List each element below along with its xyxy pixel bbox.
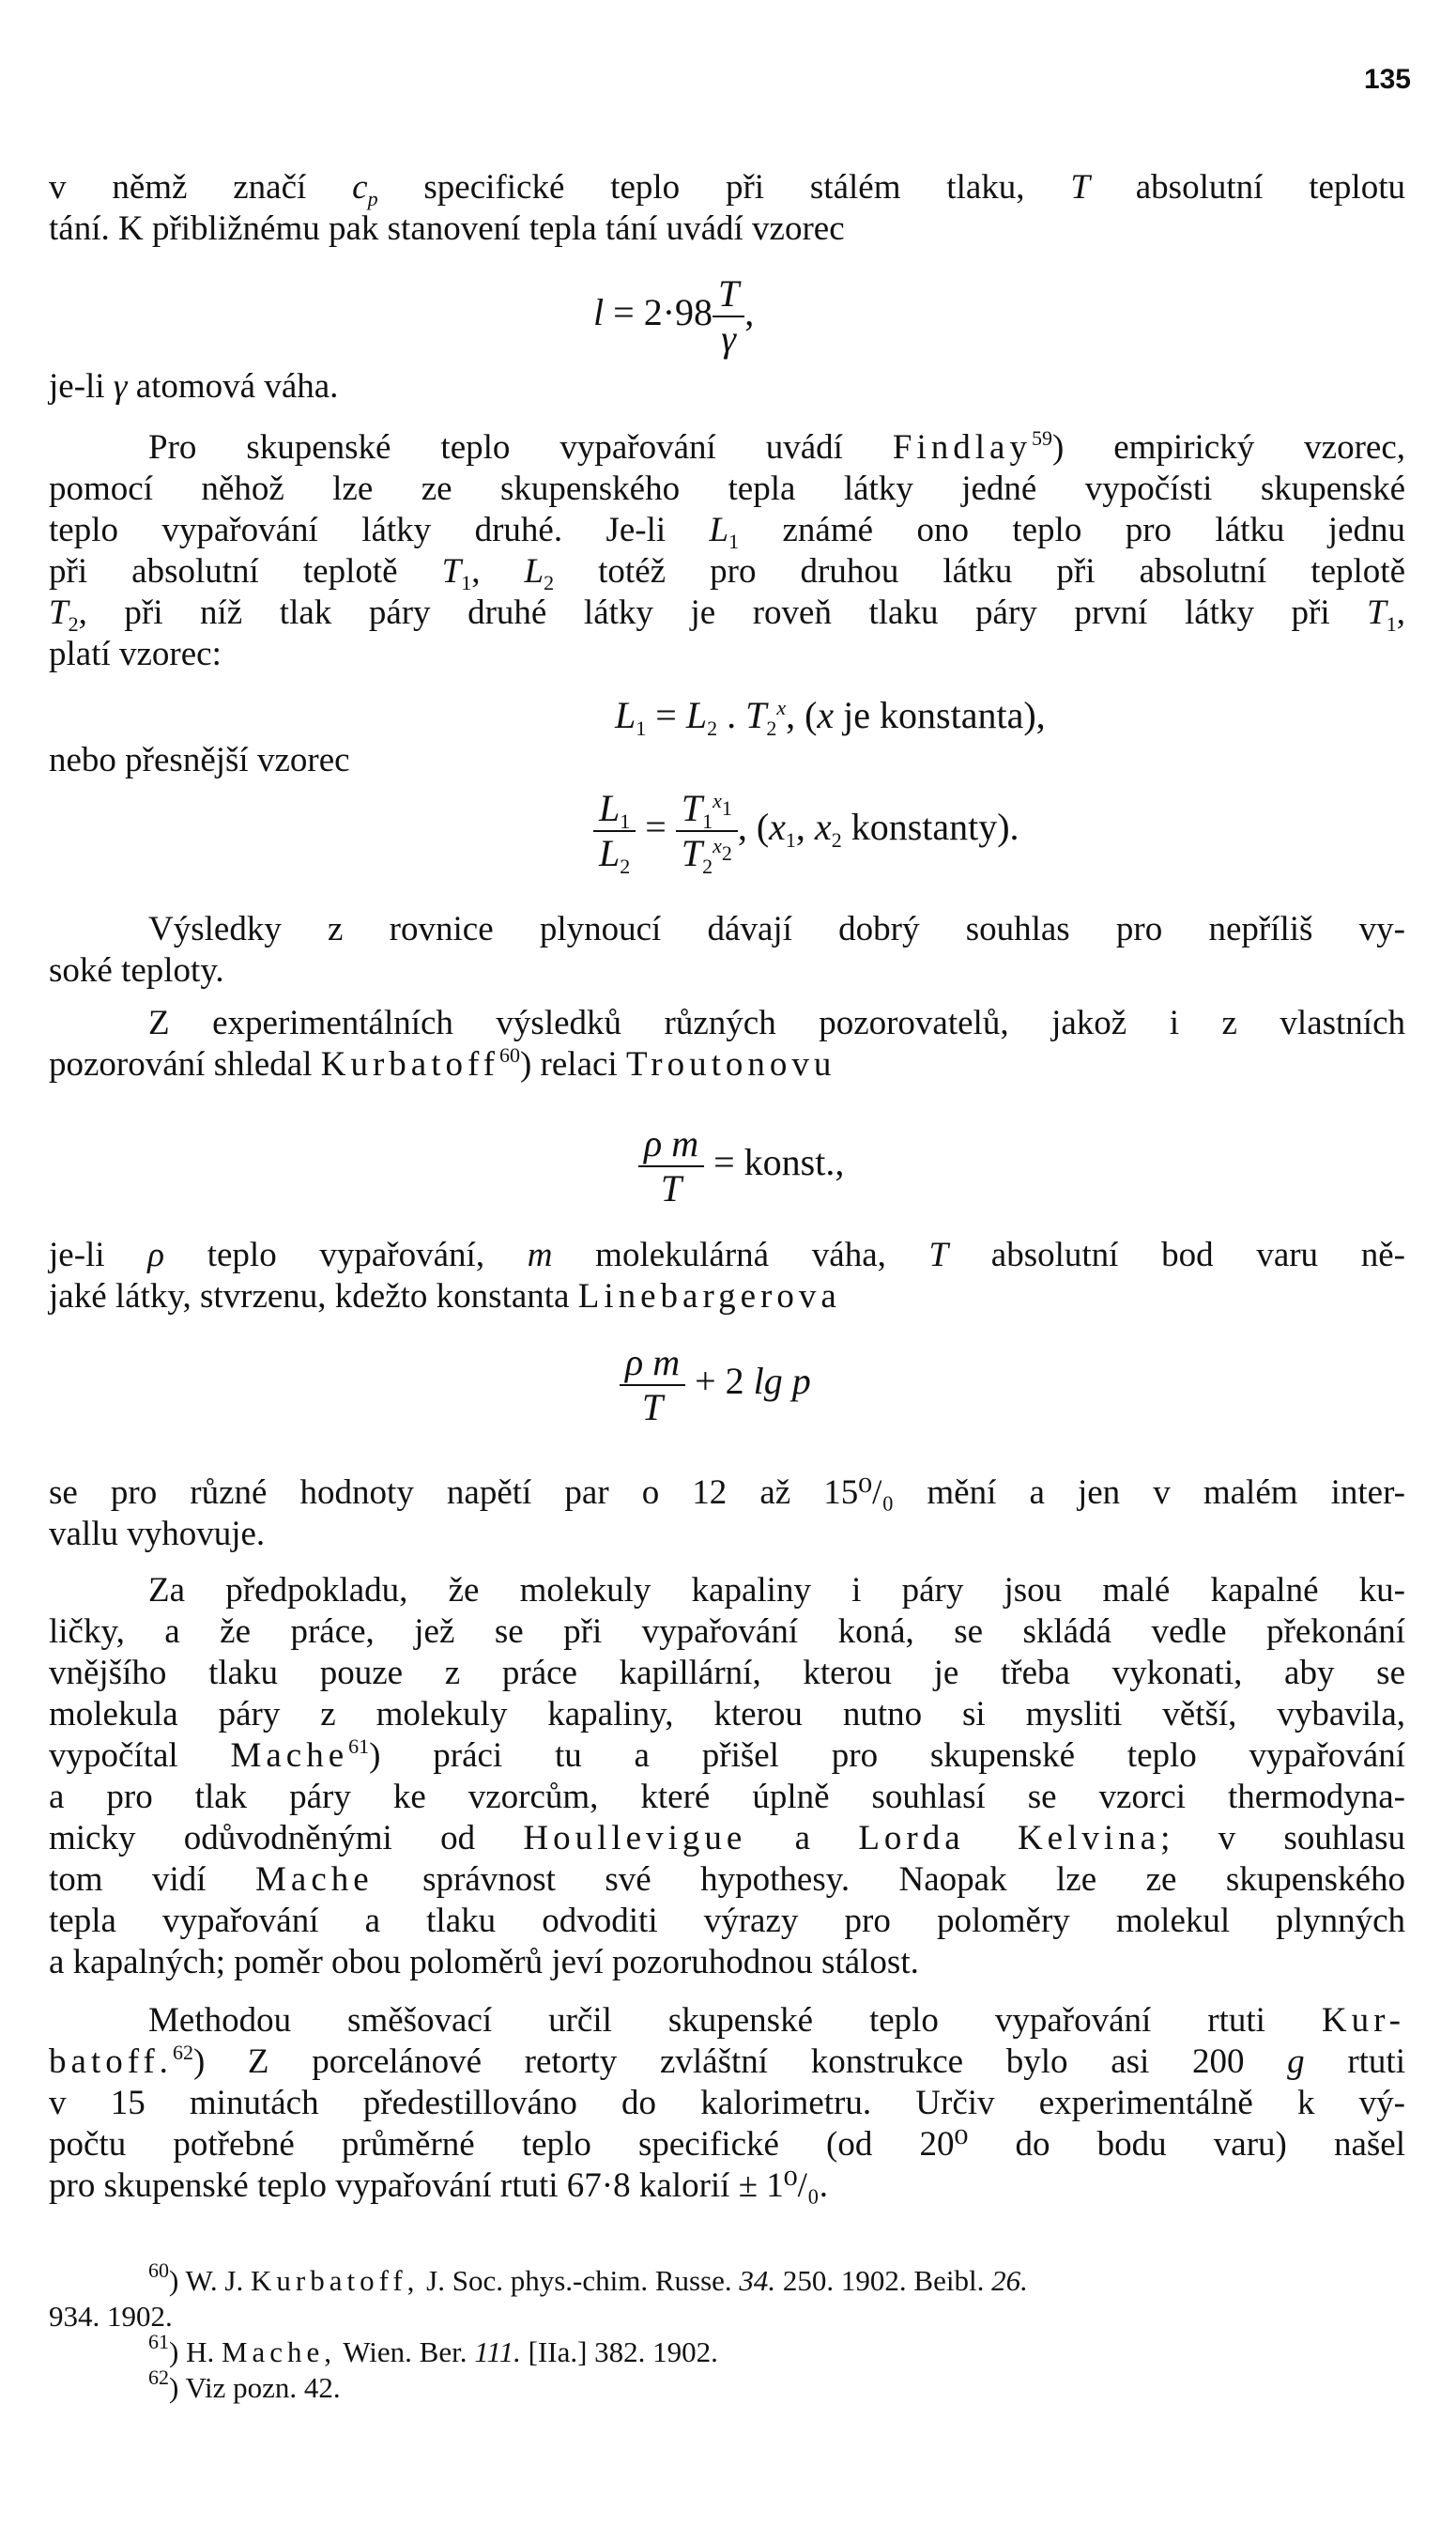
text-line: pro skupenské teplo vypařování rtuti 67·8 kalorií ± 1⁰/₀. xyxy=(49,2166,829,2205)
paragraph-kurbatoff xyxy=(49,1003,1405,1086)
text-line: pomocí něhož lze ze skupenského tepla látky jedné vypočísti skupenské xyxy=(49,470,1405,508)
text-line: platí vzorec: xyxy=(49,635,222,673)
text-line: vypočítal Mache$^{61}$) práci tu a přišel pro skupenské teplo vypařování xyxy=(49,1734,1405,1775)
gamma-definition: je-li γ atomová váha. xyxy=(49,367,339,406)
text-line: se pro různé hodnoty napětí par o 12 až 15⁰/₀ mění a jen v malém inter- xyxy=(49,1473,1405,1512)
footnote-61: $^{61}$) H. Mache, Wien. Ber. 111. [IIa.] 382. 1902. xyxy=(148,2330,718,2368)
footnote-62: $^{62}$) Viz pozn. 42. xyxy=(148,2365,341,2404)
text-line: počtu potřebné průměrné teplo specifické (od 20⁰ do bodu varu) našel xyxy=(49,2125,1405,2164)
text-line: při absolutní teplotě $T_1$, $L_2$ totéž pro druhou látku při absolutní teplotě xyxy=(49,552,1405,594)
text-line: molekula páry z molekuly kapaliny, kterou nutno si mysliti větší, vybavila, xyxy=(49,1695,1405,1733)
text-line: Z experimentálních výsledků různých pozorovatelů, jakož i z vlastních xyxy=(148,1004,1405,1042)
text-line: soké teploty. xyxy=(49,951,224,990)
text-line: vallu vyhovuje. xyxy=(49,1515,266,1553)
precise-formula-intro: nebo přesnější vzorec xyxy=(49,741,350,779)
footnote-60: $^{60}$) W. J. Kurbatoff, J. Soc. phys.-chim. Russe. 34. 250. 1902. Beibl. 26. xyxy=(148,2258,1028,2297)
text-line: v němž značí $c_p$ specifické teplo při stálém tlaku, T absolutní teplotu xyxy=(49,168,1405,210)
text-line: pozorování shledal Kurbatoff$^{60}$) relaci Troutonovu xyxy=(49,1043,836,1084)
text-line: v 15 minutách předestillováno do kalorimetru. Určiv experimentálně k vý- xyxy=(49,2084,1405,2122)
text-line: tom vidí Mache správnost své hypothesy. Naopak lze ze skupenského xyxy=(49,1860,1405,1899)
text-line: tání. K přibližnému pak stanovení tepla tání uvádí vzorec xyxy=(49,209,845,248)
text-line: a kapalných; poměr obou poloměrů jeví pozoruhodnou stálost. xyxy=(49,1943,919,1981)
text-line: micky odůvodněnými od Houllevigue a Lorda Kelvina; v souhlasu xyxy=(49,1819,1405,1857)
text-line: $T_2$, při níž tlak páry druhé látky je roveň tlaku páry první látky při $T_1$, xyxy=(49,593,1405,636)
equation-trouton: $\frac{\text{ρ m}}{T}$ = konst., xyxy=(638,1122,844,1210)
paragraph-results xyxy=(49,909,1405,992)
paragraph-findlay xyxy=(49,427,1405,675)
paragraph-linebarger xyxy=(49,1235,1405,1317)
text-line: tepla vypařování a tlaku odvoditi výrazy pro poloměry molekul plynných xyxy=(49,1902,1405,1940)
text-line: je-li ρ teplo vypařování, m molekulárná váha, T absolutní bod varu ně- xyxy=(49,1236,1405,1274)
equation-findlay-2: $\frac{L_1}{L_2}$ = $\frac{T_1^{x_1}}{T_2^{x_2}}$ , ($x_1$, $x_2$ konstanty). xyxy=(593,787,1019,875)
text-line: jaké látky, stvrzenu, kdežto konstanta Linebargerova xyxy=(49,1277,841,1316)
text-line: batoff.$^{62}$) Z porcelánové retorty zvláštní konstrukce bylo asi 200 g rtuti xyxy=(49,2041,1405,2081)
text-line: ličky, a že práce, jež se při vypařování koná, se skládá vedle překonání xyxy=(49,1612,1405,1651)
footnotes xyxy=(49,2258,1405,2406)
paragraph-mache xyxy=(49,1570,1405,1983)
footnote-60-cont: 934. 1902. xyxy=(49,2300,173,2333)
equation-findlay-1: $L_1 = L_2$ . $T_2^x$, (x je konstanta), xyxy=(615,694,1046,740)
text-line: a pro tlak páry ke vzorcům, které úplně souhlasí se vzorci thermodyna- xyxy=(49,1778,1405,1816)
paragraph-mercury xyxy=(49,2000,1405,2207)
text-line: Pro skupenské teplo vypařování uvádí Findlay$^{59}$) empirický vzorec, xyxy=(148,426,1406,467)
equation-linebarger: $\frac{\text{ρ m}}{T}$ + 2 lg p xyxy=(620,1341,811,1429)
equation-latent-heat-fusion: l = 2·98 $\frac{T}{\gamma}$ , xyxy=(593,272,755,360)
page-number: 135 xyxy=(1363,64,1411,95)
text-line: Methodou směšovací určil skupenské teplo vypařování rtuti Kur- xyxy=(148,2001,1405,2040)
paragraph-1 xyxy=(49,167,1405,250)
text-line: vnějšího tlaku pouze z práce kapillární, kterou je třeba vykonati, aby se xyxy=(49,1654,1405,1692)
text-line: Za předpokladu, že molekuly kapaliny i páry jsou malé kapalné ku- xyxy=(148,1571,1405,1610)
text-line: Výsledky z rovnice plynoucí dávají dobrý souhlas pro nepříliš vy- xyxy=(148,910,1405,948)
paragraph-validity xyxy=(49,1472,1405,1555)
text-line: teplo vypařování látky druhé. Je-li $L_1$ známé ono teplo pro látku jednu xyxy=(49,511,1405,553)
